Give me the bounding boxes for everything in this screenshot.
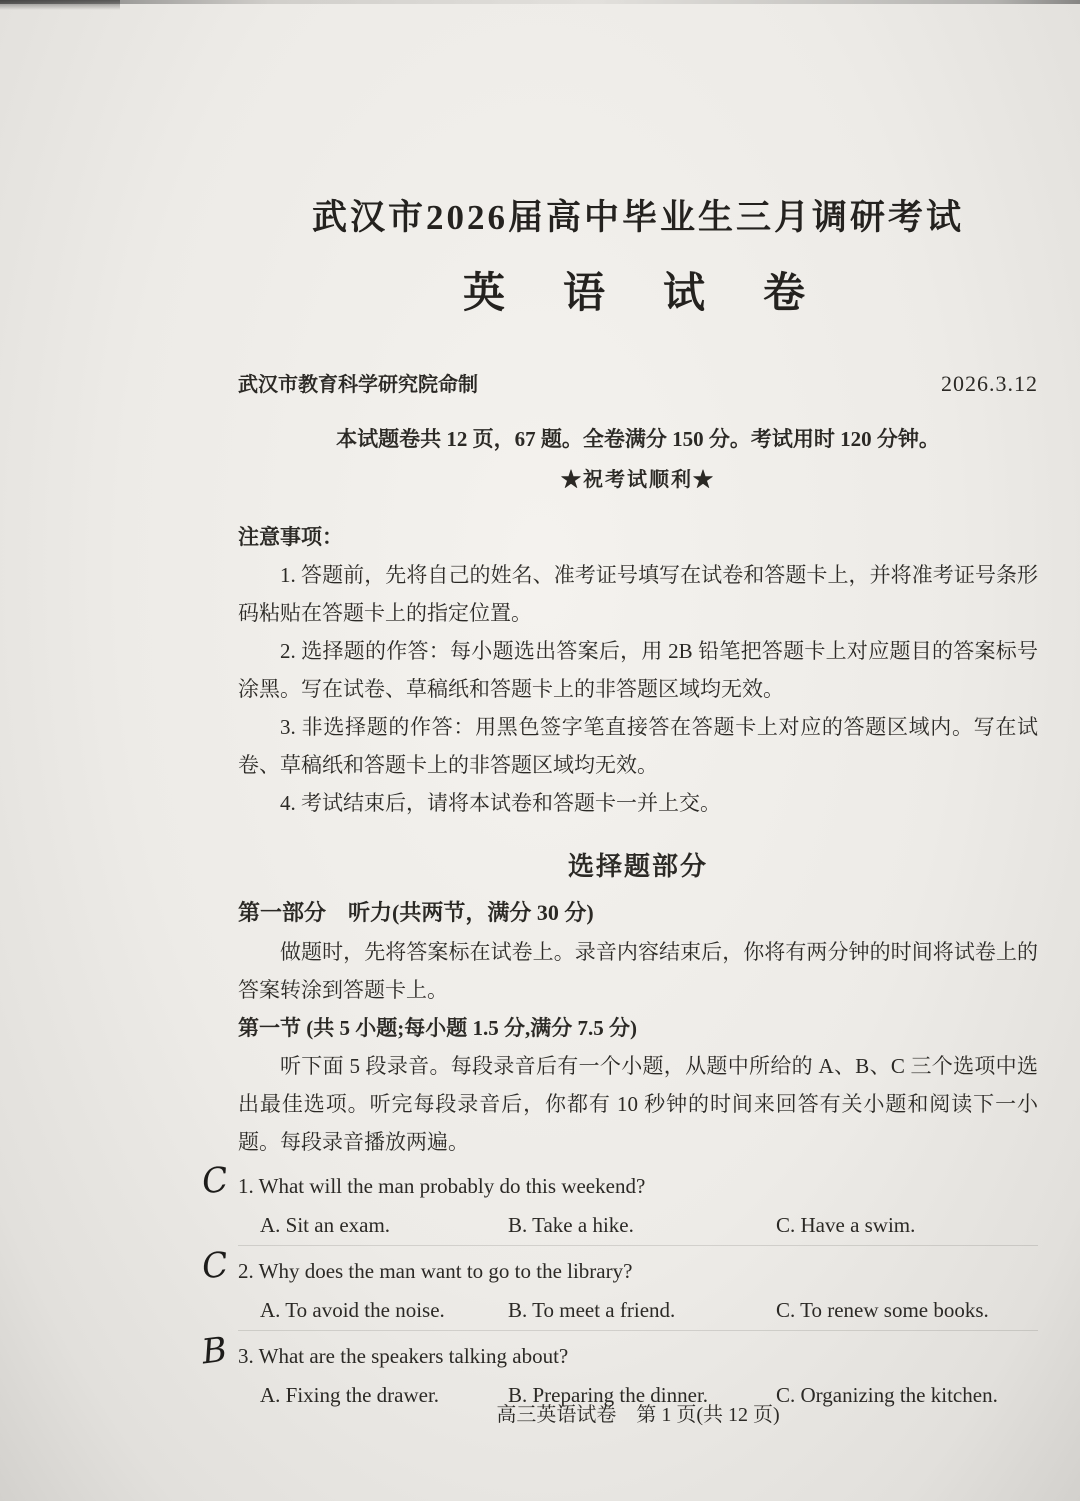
notice-title: 注意事项： bbox=[238, 525, 343, 549]
scan-corner-artifact bbox=[0, 0, 120, 10]
handwritten-answer-q3: B bbox=[199, 1329, 230, 1373]
question-2-option-c: C. To renew some books. bbox=[776, 1298, 989, 1322]
question-1-option-c: C. Have a swim. bbox=[776, 1213, 916, 1237]
question-3-text: 3. What are the speakers talking about? bbox=[238, 1344, 569, 1368]
handwritten-answer-q1: C bbox=[199, 1159, 231, 1203]
question-1-options bbox=[238, 1206, 1038, 1246]
question-3-option-c: C. Organizing the kitchen. bbox=[776, 1383, 998, 1407]
meta-row bbox=[238, 368, 1038, 397]
exam-summary: 本试题卷共 12 页，67 题。全卷满分 150 分。考试用时 120 分钟。 bbox=[336, 427, 940, 451]
page-content bbox=[199, 0, 1038, 1421]
page-footer: 高三英语试卷 第 1 页(共 12 页) bbox=[496, 1404, 780, 1426]
question-2-option-b: B. To meet a friend. bbox=[508, 1298, 676, 1322]
notice-item-2: 2. 选择题的作答：每小题选出答案后，用 2B 铅笔把答题卡上对应题目的答案标号涂黑。写在试卷、草稿纸和答题卡上的非答题区域均无效。 bbox=[238, 639, 1038, 701]
part1-listening-title: 第一部分 听力(共两节，满分 30 分) bbox=[238, 900, 594, 925]
exam-date: 2026.3.12 bbox=[941, 371, 1038, 396]
question-2-options bbox=[238, 1291, 1038, 1331]
question-2-text: 2. Why does the man want to go to the library? bbox=[238, 1259, 633, 1283]
exam-subject-title: 英 语 试 卷 bbox=[462, 271, 813, 317]
section1-instructions: 听下面 5 段录音。每段录音后有一个小题，从题中所给的 A、B、C 三个选项中选出最佳选项。听完每段录音后，你都有 10 秒钟的时间来回答有关小题和阅读下一小题。每段录音播放两遍。 bbox=[238, 1054, 1038, 1154]
good-luck-line: ★祝考试顺利★ bbox=[561, 469, 715, 491]
notice-item-1: 1. 答题前，先将自己的姓名、准考证号填写在试卷和答题卡上，并将准考证号条形码粘贴在答题卡上的指定位置。 bbox=[238, 563, 1038, 625]
section1-title: 第一节 (共 5 小题;每小题 1.5 分,满分 7.5 分) bbox=[238, 1016, 637, 1040]
question-2 bbox=[199, 1244, 1038, 1331]
question-3-option-b: B. Preparing the dinner. bbox=[508, 1383, 709, 1407]
exam-title: 武汉市2026届高中毕业生三月调研考试 bbox=[311, 198, 964, 237]
question-list bbox=[199, 1159, 1038, 1415]
notice-item-3: 3. 非选择题的作答：用黑色签字笔直接答在答题卡上对应的答题区域内。写在试卷、草稿纸和答题卡上的非答题区域均无效。 bbox=[238, 715, 1038, 777]
handwritten-answer-q2: C bbox=[199, 1244, 231, 1288]
question-1-option-b: B. Take a hike. bbox=[508, 1213, 634, 1237]
issuer-label: 武汉市教育科学研究院命制 bbox=[238, 374, 478, 396]
question-1 bbox=[199, 1159, 1038, 1246]
part1-instructions: 做题时，先将答案标在试卷上。录音内容结束后，你将有两分钟的时间将试卷上的答案转涂到答题卡上。 bbox=[238, 940, 1038, 1002]
question-1-text: 1. What will the man probably do this weekend? bbox=[238, 1174, 646, 1198]
question-1-option-a: A. Sit an exam. bbox=[260, 1213, 391, 1237]
question-3-option-a: A. Fixing the drawer. bbox=[260, 1383, 440, 1407]
notice-item-4: 4. 考试结束后，请将本试卷和答题卡一并上交。 bbox=[280, 791, 721, 815]
multiple-choice-section-heading: 选择题部分 bbox=[567, 852, 708, 881]
question-2-option-a: A. To avoid the noise. bbox=[260, 1298, 445, 1322]
